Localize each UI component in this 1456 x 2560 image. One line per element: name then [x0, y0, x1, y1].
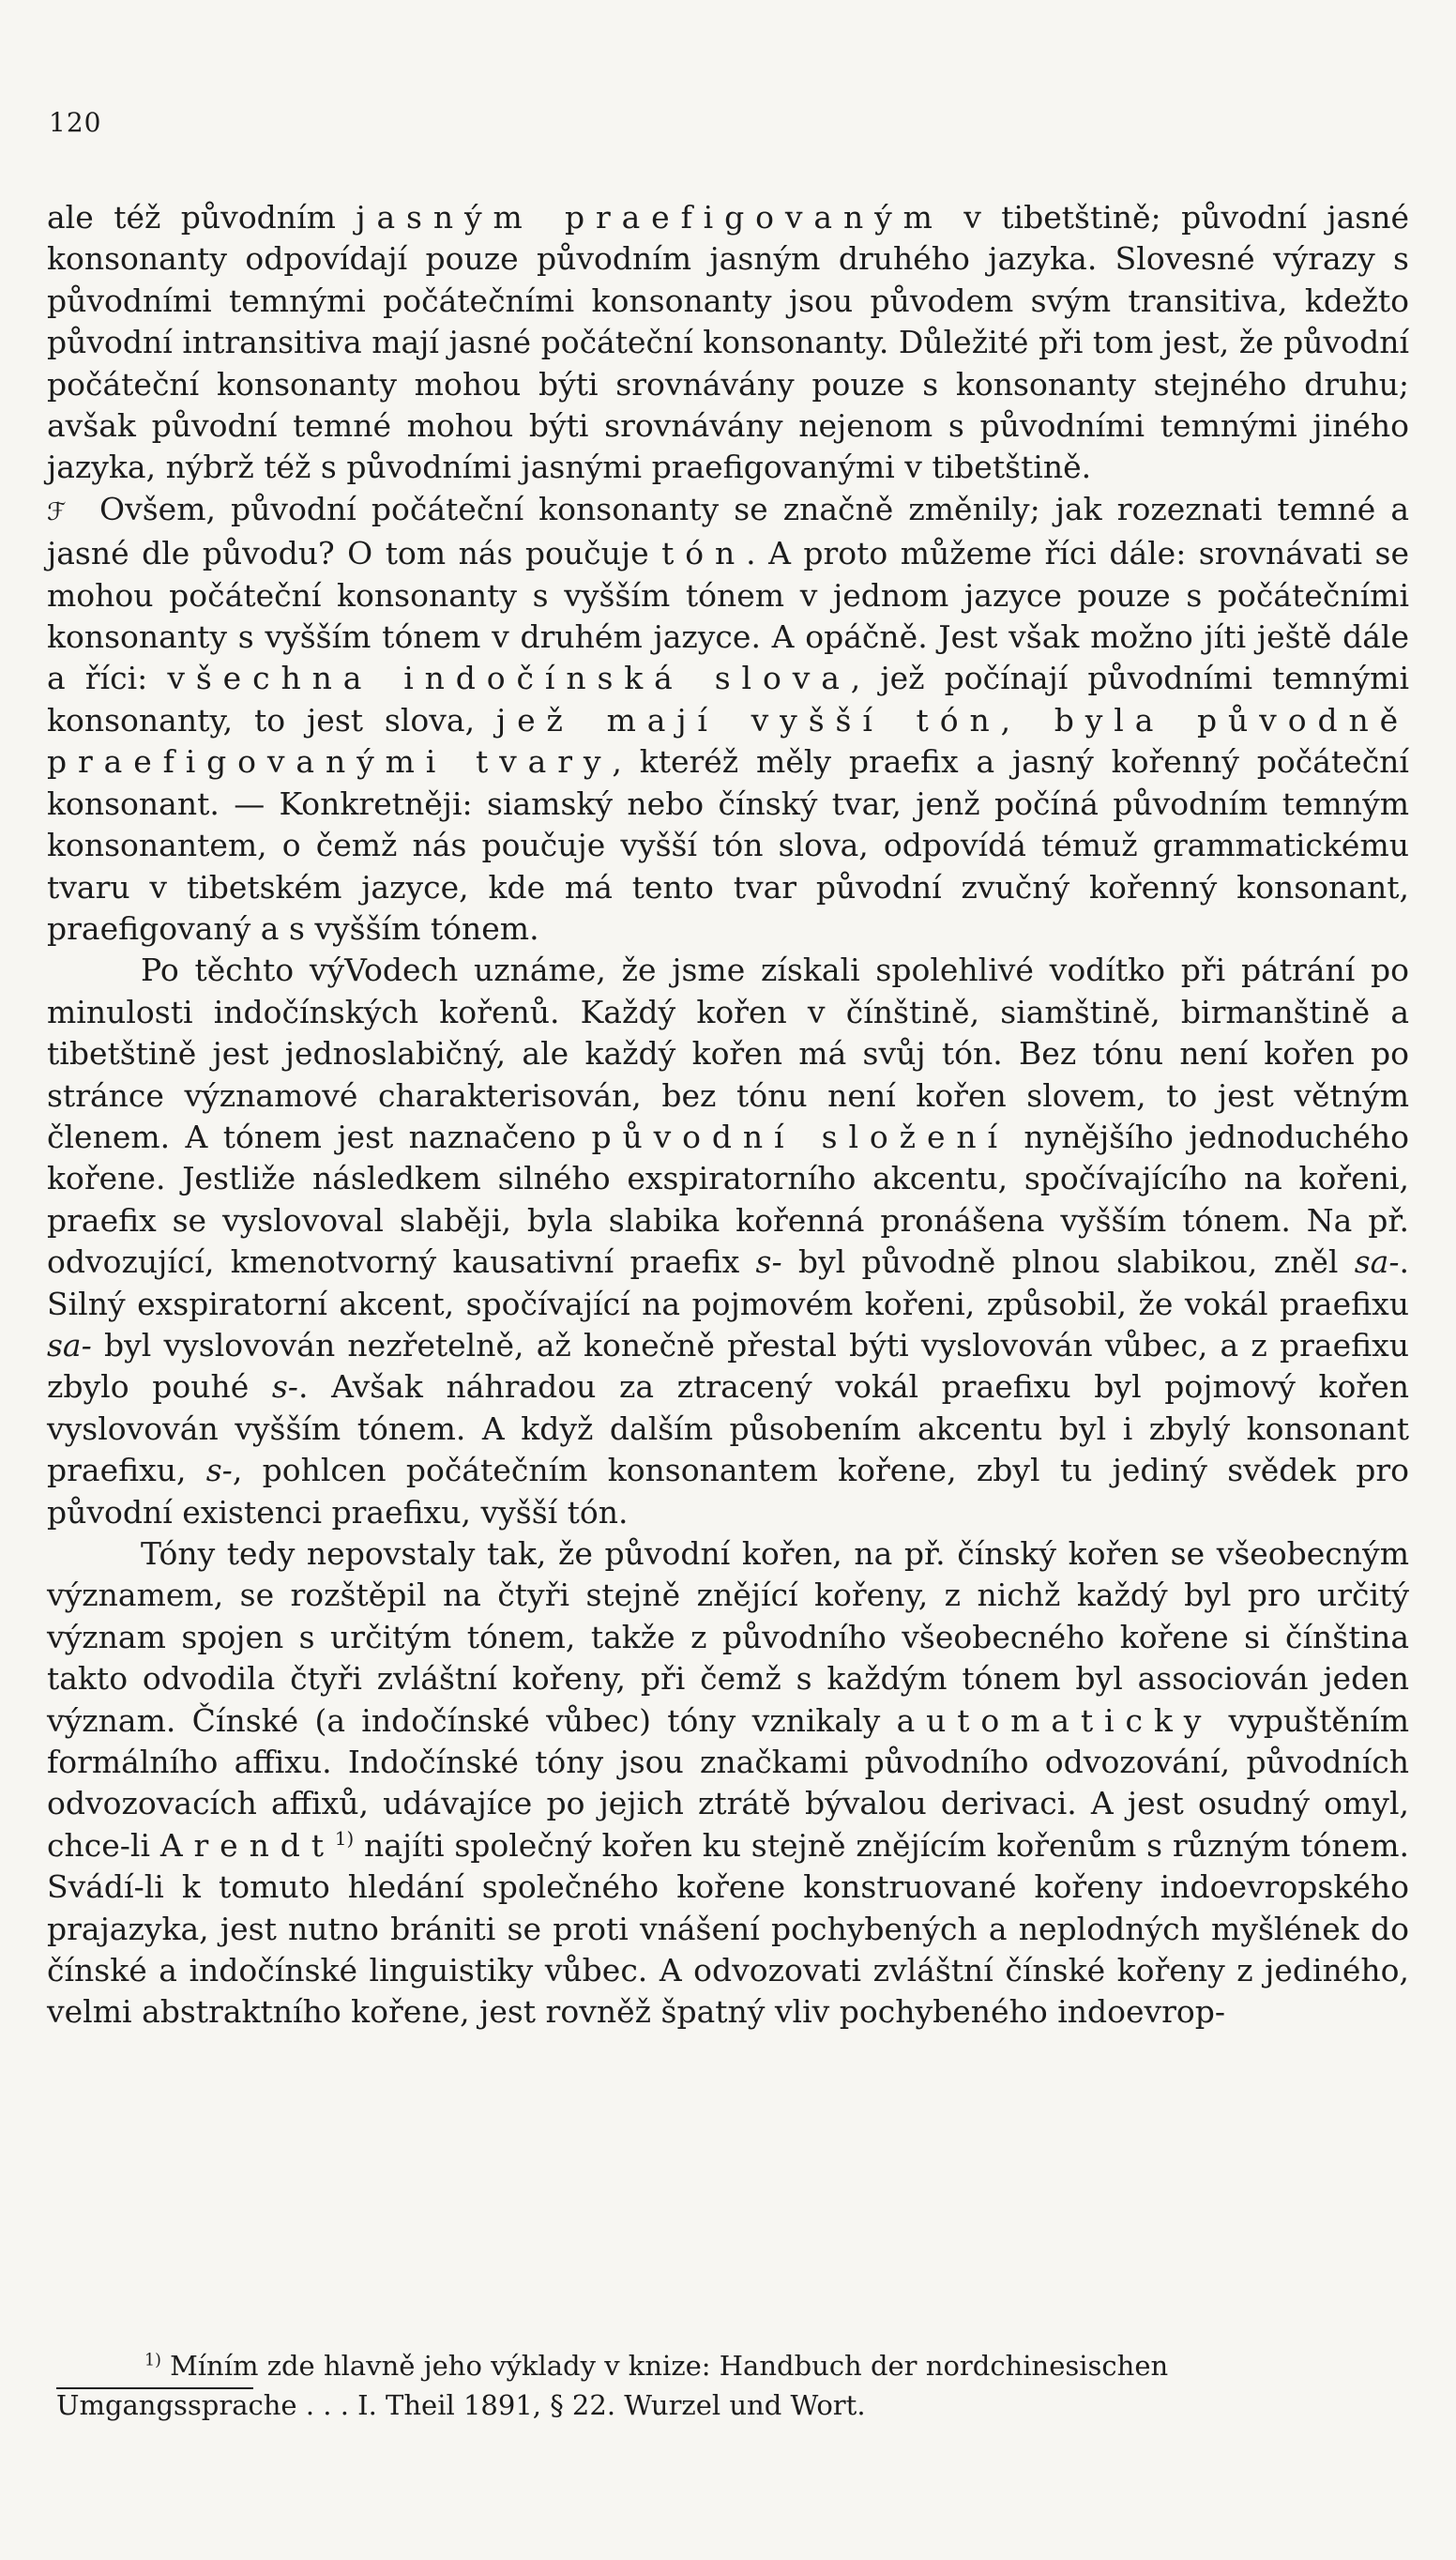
- paragraph-1: ale též původním jasným praefigovaným v tibetštině; původní jasné konsonanty odpovídají pouze původním jasným druhého jazyka. Slovesné výrazy s původními temnými počátečními konsonanty jsou původem svým transitiva, kdežto původní intransitiva mají jasné počáteční konsonanty. Důležité při tom jest, že původní počáteční konsonanty mohou býti srovnávány pouze s konsonanty stejného druhu; avšak původní temné mohou býti srovnávány nejenom s původními temnými jiného jazyka, nýbrž též s původními jasnými praefigovanými v tibetštině.: [47, 199, 1409, 486]
- emphasis-spaced: automaticky: [896, 1701, 1213, 1739]
- emphasis-spaced: jež mají vyšší tón, byla původně praefigovanými tvary: [47, 701, 1409, 781]
- emphasis-spaced: všechna indočínská slova: [167, 660, 851, 697]
- footnote: [56, 2346, 1407, 2425]
- prefix-term: s-: [205, 1452, 233, 1489]
- page-number: 120: [49, 107, 102, 138]
- paragraph-2: ℱ Ovšem, původní počáteční konsonanty se značně změnily; jak rozeznati temné a jasné dle původu? O tom nás poučuje tón. A proto můžeme říci dále: srovnávati se mohou počáteční konsonanty s vyšším tónem v jednom jazyce pouze s počátečními konsonanty s vyšším tónem v druhém jazyce. A opáčně. Jest však možno jíti ještě dále a říci: všechna indočínská slova, jež počínají původními temnými konsonanty, to jest slova, jež mají vyšší tón, byla původně praefigovanými tvary, kteréž měly praefix a jasný kořenný počáteční konsonant. — Konkretněji: siamský nebo čínský tvar, jenž počíná původním temným konsonantem, o čemž nás poučuje vyšší tón slova, odpovídá témuž grammatickému tvaru v tibetském jazyce, kde má tento tvar původní zvučný kořenný konsonant, praefigovaný a s vyšším tónem.: [47, 490, 1409, 947]
- emphasis-spaced: jasným praefigovaným: [356, 199, 944, 236]
- author-name: Arendt: [159, 1826, 335, 1864]
- emphasis-spaced: původní složení: [591, 1118, 1009, 1155]
- prefix-term: sa-: [1354, 1243, 1400, 1281]
- prefix-term: s-: [271, 1368, 298, 1406]
- emphasis-spaced: tón: [661, 535, 747, 572]
- footnote-mark: 1): [144, 2351, 161, 2370]
- paragraph-3: Po těchto výVodech uznáme, že jsme získali spolehlivé vodítko při pátrání po minulosti indočínských kořenů. Každý kořen v čínštině, siamštině, birmanštině a tibetštině jest jednoslabičný, ale každý kořen má svůj tón. Bez tónu není kořen po stránce významové charakterisován, bez tónu není kořen slovem, to jest větným členem. A tónem jest naznačeno původní složení nynějšího jednoduchého kořene. Jestliže následkem silného exspiratorního akcentu, spočívajícího na kořeni, praefix se vyslovoval slaběji, byla slabika kořenná pronášena vyšším tónem. Na př. odvozující, kmenotvorný kausativní praefix s- byl původně plnou slabikou, zněl sa-. Silný exspiratorní akcent, spočívající na pojmovém kořeni, způsobil, že vokál praefixu sa- byl vyslovován nezřetelně, až konečně přestal býti vyslovován vůbec, a z praefixu zbylo pouhé s-. Avšak náhradou za ztracený vokál praefixu byl pojmový kořen vyslovován vyšším tónem. A když dalším působením akcentu byl i zbylý konsonant praefixu, s-, pohlcen počátečním konsonantem kořene, zbyl tu jediný svědek pro původní existenci praefixu, vyšší tón.: [47, 952, 1410, 1531]
- pointing-hand-icon: ℱ: [47, 497, 67, 526]
- prefix-term: s-: [755, 1243, 782, 1281]
- prefix-term: sa-: [47, 1326, 92, 1364]
- body-text: [47, 197, 1409, 2034]
- footnote-reference[interactable]: 1): [334, 1827, 355, 1850]
- paragraph-4: Tóny tedy nepovstaly tak, že původní kořen, na př. čínský kořen se všeobecným významem, se rozštěpil na čtyři stejně znějící kořeny, z nichž každý byl pro určitý význam spojen s určitým tónem, takže z původního všeobecného kořene si čínština takto odvodila čtyři zvláštní kořeny, při čemž s každým tónem byl associován jeden význam. Čínské (a indočínské vůbec) tóny vznikaly automaticky vypuštěním formálního affixu. Indočínské tóny jsou značkami původního odvozování, původních odvozovacích affixů, udávajíce po jejich ztrátě bývalou derivaci. A jest osudný omyl, chce-li Arendt$^{1)}$ najíti společný kořen ku stejně znějícím kořenům s různým tónem. Svádí-li k tomuto hledání společného kořene konstruované kořeny indoevropského prajazyka, jest nutno brániti se proti vnášení pochybených a neplodných myšlének do čínské a indočínské linguistiky vůbec. A odvozovati zvláštní čínské kořeny z jediného, velmi abstraktního kořene, jest rovněž špatný vliv pochybeného indoevrop-: [47, 1535, 1409, 2031]
- footnote-line-2: Umgangssprache . . . I. Theil 1891, § 22. Wurzel und Wort.: [56, 2389, 866, 2421]
- footnote-line-1: $^{1)}$ Míním zde hlavně jeho výklady v knize: Handbuch der nordchinesischen: [144, 2350, 1169, 2382]
